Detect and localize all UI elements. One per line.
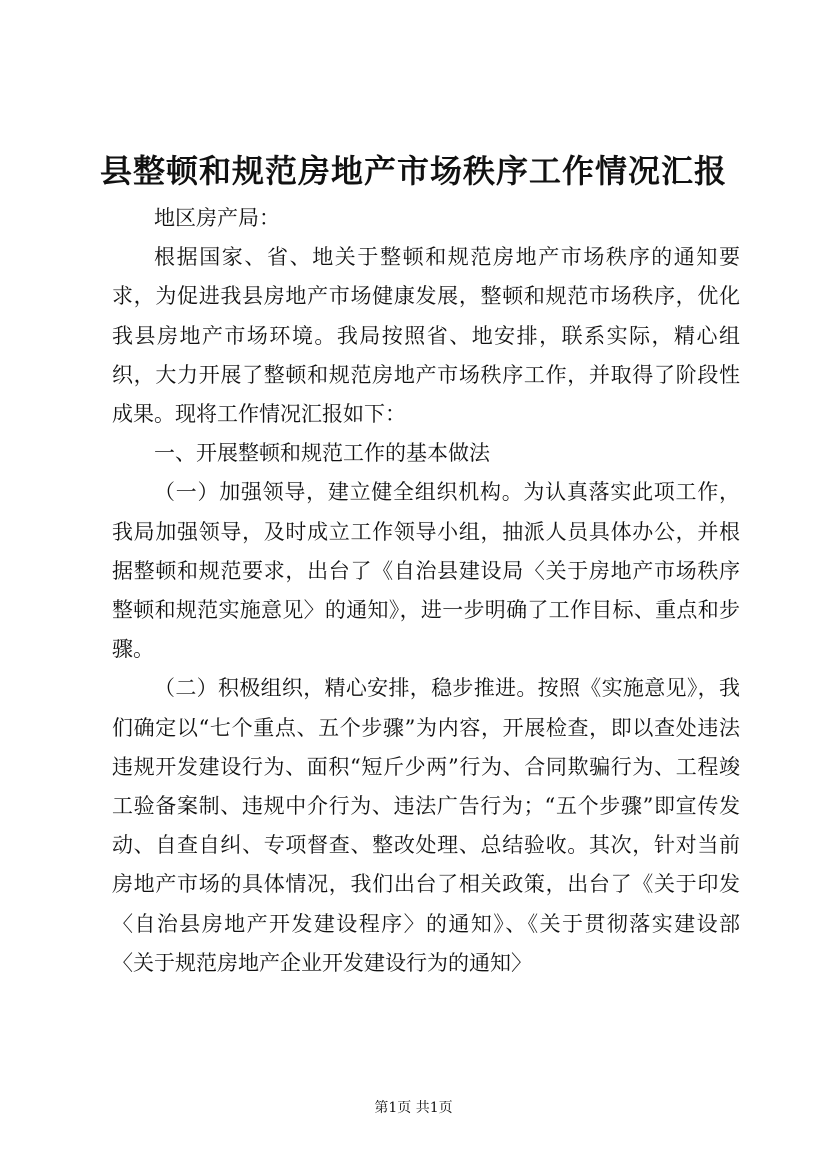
section-heading: 一、开展整顿和规范工作的基本做法 xyxy=(154,441,490,466)
body-paragraph: （二）积极组织，精心安排，稳步推进。按照《实施意见》，我们确定以“七个重点、五个步骤”为内容，开展检查，即以查处违法违规开发建设行为、面积“短斤少两”行为、合同欺骗行为、工程竣工验备案制、违规中介行为、违法广告行为；“五个步骤”即宣传发动、自查自纠、专项督查、整改处理、总结验收。其次，针对当前房地产市场的具体情况，我们出台了相关政策，出台了《关于印发〈自治县房地产开发建设程序〉的通知》、《关于贯彻落实建设部〈关于规范房地产企业开发建设行为的通知〉 xyxy=(112,676,740,975)
document-title: 县整顿和规范房地产市场秩序工作情况汇报 xyxy=(99,152,727,190)
document-body xyxy=(112,199,740,983)
salutation-paragraph: 地区房产局： xyxy=(154,206,280,230)
body-paragraph: （一）加强领导，建立健全组织机构。为认真落实此项工作，我局加强领导，及时成立工作领导小组，抽派人员具体办公，并根据整顿和规范要求，出台了《自治县建设局〈关于房地产市场秩序整顿和规范实施意见〉的通知》，进一步明确了工作目标、重点和步骤。 xyxy=(112,480,740,662)
page-number: 第1页 共1页 xyxy=(374,1100,453,1116)
intro-paragraph: 根据国家、省、地关于整顿和规范房地产市场秩序的通知要求，为促进我县房地产市场健康发展，整顿和规范市场秩序，优化我县房地产市场环境。我局按照省、地安排，联系实际，精心组织，大力开展了整顿和规范房地产市场秩序工作，并取得了阶段性成果。现将工作情况汇报如下： xyxy=(112,245,740,427)
